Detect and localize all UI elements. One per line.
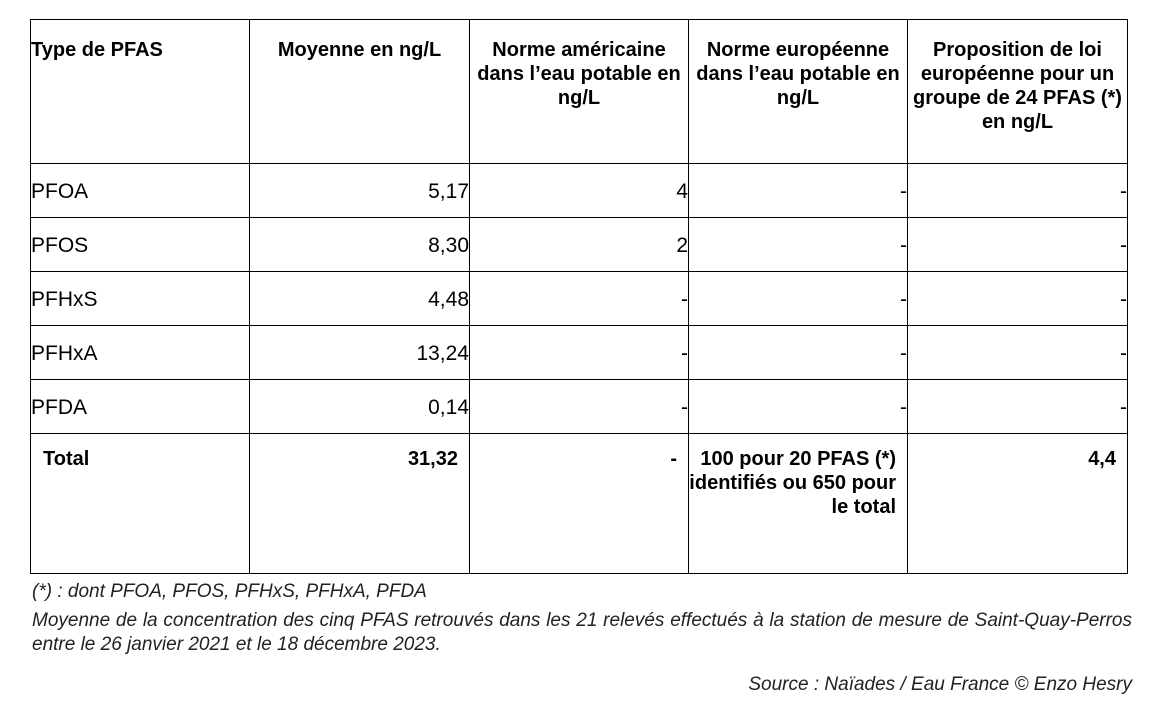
cell-type: PFDA [31, 380, 250, 434]
cell-proposition: - [908, 218, 1128, 272]
cell-moyenne: 8,30 [250, 218, 470, 272]
total-proposition: 4,4 [908, 434, 1128, 574]
cell-norme-eu: - [689, 218, 908, 272]
cell-moyenne: 5,17 [250, 164, 470, 218]
cell-proposition: - [908, 272, 1128, 326]
table-row [31, 326, 1128, 380]
cell-norme-eu: - [689, 326, 908, 380]
table-row [31, 164, 1128, 218]
table-row [31, 218, 1128, 272]
cell-norme-us: - [470, 272, 689, 326]
pfas-table [30, 19, 1128, 574]
cell-norme-us: 4 [470, 164, 689, 218]
cell-norme-eu: - [689, 380, 908, 434]
cell-moyenne: 0,14 [250, 380, 470, 434]
header-norme-americaine: Norme américaine dans l’eau potable en ng/L [470, 20, 689, 164]
total-moyenne: 31,32 [250, 434, 470, 574]
header-norme-europeenne: Norme européenne dans l’eau potable en ng/L [689, 20, 908, 164]
total-norme-us: - [470, 434, 689, 574]
cell-type: PFHxS [31, 272, 250, 326]
cell-proposition: - [908, 164, 1128, 218]
cell-type: PFOS [31, 218, 250, 272]
cell-norme-eu: - [689, 272, 908, 326]
table-row [31, 380, 1128, 434]
cell-norme-us: 2 [470, 218, 689, 272]
cell-norme-eu: - [689, 164, 908, 218]
cell-norme-us: - [470, 326, 689, 380]
cell-proposition: - [908, 380, 1128, 434]
table-row [31, 272, 1128, 326]
cell-type: PFOA [31, 164, 250, 218]
header-moyenne: Moyenne en ng/L [250, 20, 470, 164]
header-proposition-loi: Proposition de loi européenne pour un groupe de 24 PFAS (*) en ng/L [908, 20, 1128, 164]
footnote: (*) : dont PFOA, PFOS, PFHxS, PFHxA, PFDA [32, 581, 427, 602]
source-credit: Source : Naïades / Eau France © Enzo Hesry [748, 674, 1132, 695]
header-row [31, 20, 1128, 164]
total-label: Total [31, 434, 250, 574]
cell-moyenne: 13,24 [250, 326, 470, 380]
cell-proposition: - [908, 326, 1128, 380]
cell-type: PFHxA [31, 326, 250, 380]
header-type: Type de PFAS [31, 20, 250, 164]
cell-norme-us: - [470, 380, 689, 434]
description-note: Moyenne de la concentration des cinq PFAS retrouvés dans les 21 relevés effectués à la station de mesure de Saint-Quay-Perros entre le 26 janvier 2021 et le 18 décembre 2023. [32, 610, 1132, 655]
total-norme-eu: 100 pour 20 PFAS (*) identifiés ou 650 pour le total [689, 434, 908, 574]
cell-moyenne: 4,48 [250, 272, 470, 326]
total-row [31, 434, 1128, 574]
